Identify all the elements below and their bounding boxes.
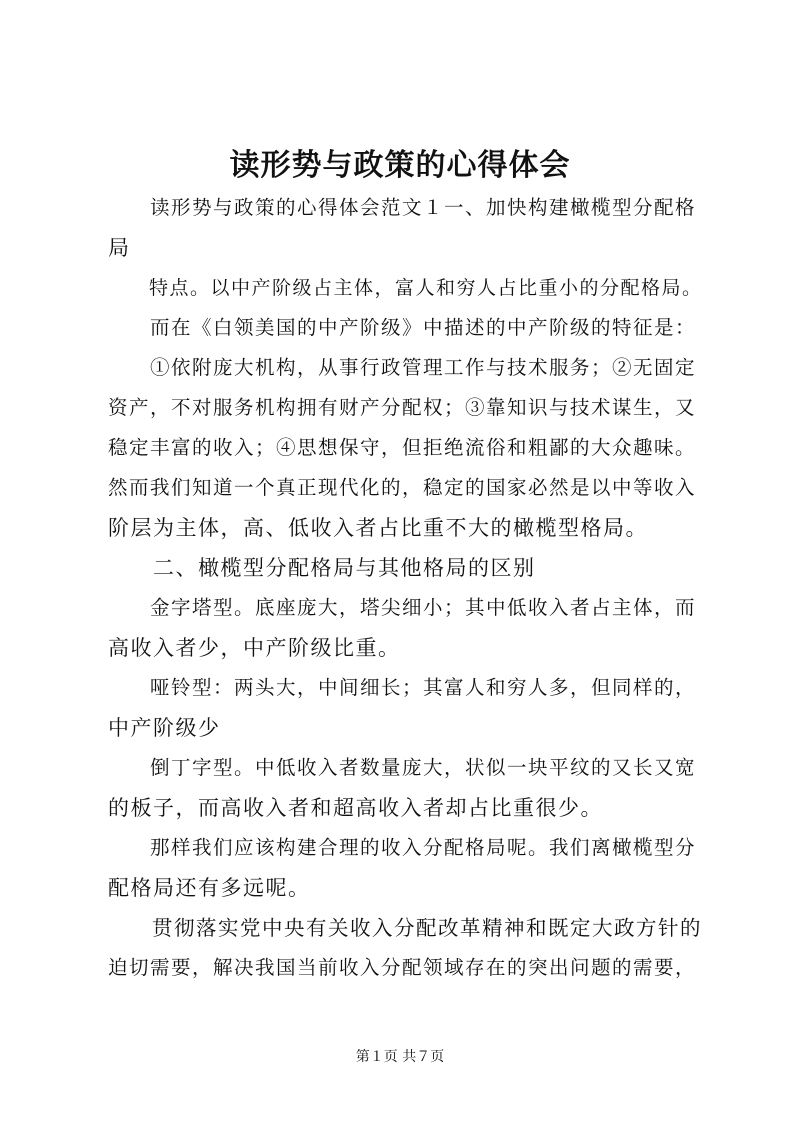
- body-line: 二、橄榄型分配格局与其他格局的区别: [108, 556, 536, 580]
- body-line: 高收入者少，中产阶级比重。: [108, 636, 401, 660]
- page-footer: 第１页 共７页: [355, 1049, 445, 1065]
- body-line: 特点。以中产阶级占主体，富人和穷人占比重小的分配格局。: [108, 277, 703, 299]
- body-line: 然而我们知道一个真正现代化的，稳定的国家必然是以中等收入: [108, 476, 697, 499]
- body-line: 中产阶级少: [108, 716, 221, 740]
- document-title: 读形势与政策的心得体会: [229, 148, 571, 183]
- body-line: 贯彻落实党中央有关收入分配改革精神和既定大政方针的: [108, 916, 702, 940]
- body-line: 阶层为主体，高、低收入者占比重不大的橄榄型格局。: [108, 516, 648, 540]
- body-line: 局: [108, 236, 131, 260]
- body-line: 的板子，而高收入者和超高收入者却占比重很少。: [108, 796, 603, 820]
- body-line: 金字塔型。底座庞大，塔尖细小；其中低收入者占主体，而: [108, 596, 697, 619]
- body-line: 而在《白领美国的中产阶级》中描述的中产阶级的特征是：: [108, 316, 697, 339]
- body-line: 稳定丰富的收入；④思想保守，但拒绝流俗和粗鄙的大众趣味。: [108, 436, 697, 459]
- body-line: 迫切需要，解决我国当前收入分配领域存在的突出问题的需要，: [108, 956, 697, 979]
- body-line: 配格局还有多远呢。: [108, 876, 311, 900]
- body-line: 资产，不对服务机构拥有财产分配权；③靠知识与技术谋生，又: [108, 396, 697, 419]
- body-line: 那样我们应该构建合理的收入分配格局呢。我们离橄榄型分: [108, 836, 697, 859]
- body-line: 倒丁字型。中低收入者数量庞大，状似一块平纹的又长又宽: [108, 756, 697, 779]
- body-line: ①依附庞大机构，从事行政管理工作与技术服务；②无固定: [108, 356, 697, 379]
- body-line: 读形势与政策的心得体会范文１一、加快构建橄榄型分配格: [108, 196, 697, 219]
- body-line: 哑铃型：两头大，中间细长；其富人和穷人多，但同样的，: [108, 676, 697, 699]
